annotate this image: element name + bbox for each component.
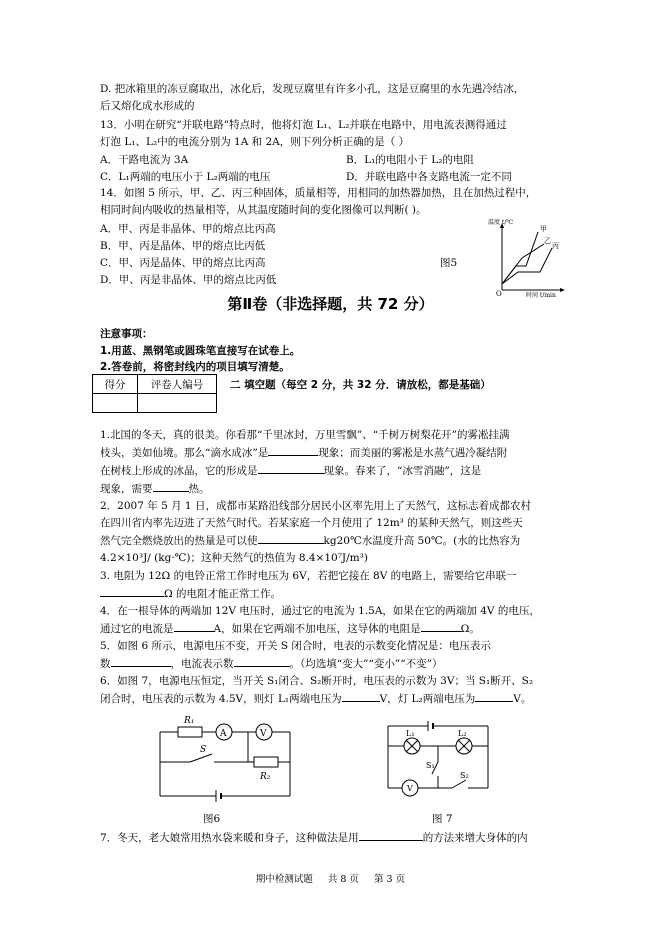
footer-page-number: 第 3 页 <box>374 874 406 885</box>
q1-text: 枝头，美如仙境。那么“滴水成冰”是 <box>100 447 269 459</box>
page-footer <box>0 871 661 885</box>
fig5-xlabel: 时间 t/min <box>526 292 556 298</box>
q4-text: A，如果在它两端不加电压，这导体的电阻是 <box>213 623 421 635</box>
q4-blank-1[interactable] <box>174 621 214 632</box>
q1-blank-4[interactable] <box>153 481 189 492</box>
q1-text: 在树枝上形成的冰晶，它的形成是 <box>100 465 258 477</box>
footer-exam-name: 期中检测试题 <box>255 874 313 885</box>
q5-line2 <box>100 656 442 671</box>
q1-line2 <box>100 445 507 460</box>
q6-text: V，灯 L₂两端电压为 <box>379 693 476 705</box>
fig6-circuit <box>150 712 300 808</box>
q4-line1: 4．在一根导体的两端加 12V 电压时，通过它的电流为 1.5A，如果在它的两端加 4V 的电压， <box>100 605 540 617</box>
q13-option-b: B．L₁的电阻小于 L₂的电阻 <box>346 154 474 166</box>
fig5-ylabel: 温度 t/℃ <box>488 219 514 226</box>
score-header: 得分 <box>93 375 138 394</box>
q7-text: 的方法来增大身体的内 <box>422 832 528 844</box>
q13-stem-line1: 13．小明在研究“并联电路”特点时，他将灯泡 L₁、L₂并联在电路中，用电流表测得通过 <box>100 119 507 131</box>
section-two-heading: 二 填空题（每空 2 分，共 32 分．请放松，都是基础） <box>230 379 491 391</box>
notes-item-1: 1.用蓝、黑钢笔或圆珠笔直接写在试卷上。 <box>100 345 301 357</box>
switch-s2 <box>452 780 466 788</box>
fig5-graph <box>488 218 568 298</box>
fig5-label-bing: 丙 <box>552 242 559 250</box>
q14-stem-line2: 相同时间内吸收的热量相等，从其温度随时间的变化图像可以判断( )。 <box>100 204 427 216</box>
q12-option-d-line1: D. 把冰箱里的冻豆腐取出，冰化后，发现豆腐里有许多小孔，这是豆腐里的水先遇冷结冰， <box>100 83 525 95</box>
label-l2: L₂ <box>458 729 467 738</box>
q14-option-a: A．甲、丙是非晶体、甲的熔点比丙高 <box>100 223 276 235</box>
q1-line1: 1.北国的冬天，真的很美。你看那“千里冰封，万里雪飘”、“千树万树梨花开”的雾凇挂满 <box>100 429 510 441</box>
q7-blank[interactable] <box>359 830 423 841</box>
fig5-label-yi: 乙 <box>544 237 551 245</box>
q13-stem-line2: 灯泡 L₁、L₂中的电流分别为 1A 和 2A，则下列分析正确的是（ ） <box>100 136 410 148</box>
q2-line1: 2．2007 年 5 月 1 日，成都市某路沿线部分居民小区率先用上了天然气，这标志着成都农村 <box>100 500 531 512</box>
q5-text: ，电流表示数 <box>170 658 234 670</box>
q14-option-b: B．甲、丙是晶体、甲的熔点比丙低 <box>100 240 266 252</box>
q1-text: 现象。春来了，“冰雪消融”，这是 <box>323 465 482 477</box>
q5-blank-1[interactable] <box>111 656 171 667</box>
q1-text: 现象，需要 <box>100 483 153 495</box>
q5-text: 。（均选填“变大”“变小”“不变”） <box>289 658 443 670</box>
curve-bing <box>502 248 552 284</box>
q3-line2 <box>100 586 281 601</box>
label-l1: L₁ <box>406 729 415 738</box>
q6-text: 闭合时，电压表的示数为 4.5V，则灯 L₁两端电压为 <box>100 693 342 705</box>
notes-item-2: 2.答卷前，将密封线内的项目填写清楚。 <box>100 361 290 373</box>
q3-text: Ω 的电阻才能正常工作。 <box>164 588 282 600</box>
fig5-label-jia: 甲 <box>540 225 547 233</box>
label-s2: S₂ <box>460 771 469 780</box>
label-r2: R₂ <box>260 772 271 782</box>
q2-line2: 在四川省内率先迈进了天然气时代。若某家庭一个月使用了 12m³ 的某种天然气，则这些天 <box>100 517 523 529</box>
q12-option-d-line2: 后又熔化成水形成的 <box>100 100 195 112</box>
q4-text: 通过它的电流是 <box>100 623 174 635</box>
q2-text: kg20℃水温度升高 50℃。(水的比热容为 <box>323 535 521 547</box>
score-cell[interactable] <box>93 394 138 413</box>
resistor-r2 <box>254 757 278 767</box>
q2-text: 然气完全燃烧放出的热量是可以使 <box>100 535 258 547</box>
q2-line3 <box>100 533 520 548</box>
q5-blank-2[interactable] <box>234 656 290 667</box>
label-voltmeter: V <box>260 729 267 739</box>
q6-text: V。 <box>513 693 532 705</box>
q13-option-d: D．并联电路中各支路电流一定不同 <box>346 171 512 183</box>
fig7-circuit <box>378 716 498 800</box>
q2-line4: 4.2×10³J/ (kg·℃)；这种天然气的热值为 8.4×10⁷J/m³) <box>100 552 368 564</box>
q1-line3 <box>100 463 481 478</box>
q5-text: 数 <box>100 658 111 670</box>
q6-line1: 6．如图 7，电源电压恒定，当开关 S₁闭合、S₂断开时，电压表的示数为 3V；当 S₁断开、S₂ <box>100 675 534 687</box>
q6-blank-1[interactable] <box>342 691 380 702</box>
label-voltmeter: V <box>407 784 413 793</box>
fig5-origin: O <box>496 290 502 298</box>
footer-total-pages: 共 8 页 <box>327 874 359 885</box>
q6-blank-2[interactable] <box>475 691 513 702</box>
resistor-r1 <box>178 727 202 737</box>
label-ammeter: A <box>220 729 227 739</box>
q6-line2 <box>100 691 531 706</box>
curve-yi <box>502 244 544 284</box>
q14-option-d: D．甲、丙是非晶体、甲的熔点比丙低 <box>100 274 277 286</box>
label-s1: S₁ <box>426 761 435 770</box>
q1-text: 热。 <box>188 483 210 495</box>
q1-blank-1[interactable] <box>268 445 318 456</box>
q3-blank[interactable] <box>100 586 164 597</box>
q7-text: 7．冬天，老大娘常用热水袋来暖和身子，这种做法是用 <box>100 832 359 844</box>
q1-blank-2[interactable] <box>258 463 324 474</box>
q4-blank-2[interactable] <box>421 621 461 632</box>
grader-cell[interactable] <box>138 394 217 413</box>
q13-option-c: C．L₁两端的电压小于 L₂两端的电压 <box>100 171 271 183</box>
score-table <box>92 374 217 413</box>
fig5-caption: 图5 <box>440 257 458 269</box>
switch-s <box>190 754 212 762</box>
label-r1: R₁ <box>184 716 195 726</box>
q7-line1 <box>100 830 528 845</box>
q14-stem-line1: 14．如图 5 所示，甲、乙、丙三种固体，质量相等，用相同的加热器加热，且在加热过程中， <box>100 187 537 199</box>
label-switch: S <box>200 745 207 755</box>
fig6-caption: 图6 <box>203 813 221 825</box>
q1-text: 现象；而美丽的雾凇是水蒸气遇冷凝结附 <box>318 447 508 459</box>
fig7-caption: 图 7 <box>432 813 453 825</box>
q14-option-c: C．甲、丙是晶体、甲的熔点比丙高 <box>100 257 266 269</box>
q3-line1: 3. 电阻为 12Ω 的电铃正常工作时电压为 6V，若把它接在 8V 的电路上，需要给它串联一 <box>100 570 517 582</box>
q2-blank[interactable] <box>258 533 324 544</box>
q5-line1: 5．如图 6 所示，电源电压不变，开关 S 闭合时，电表的示数变化情况是：电压表示 <box>100 640 491 652</box>
q1-line4 <box>100 481 210 496</box>
grader-header: 评卷人编号 <box>138 375 217 394</box>
q13-option-a: A．干路电流为 3A <box>100 154 189 166</box>
part2-title: 第Ⅱ卷（非选择题，共 72 分） <box>227 295 434 313</box>
q4-line2 <box>100 621 480 636</box>
q4-text: Ω。 <box>460 623 480 635</box>
notes-heading: 注意事项： <box>100 328 153 340</box>
